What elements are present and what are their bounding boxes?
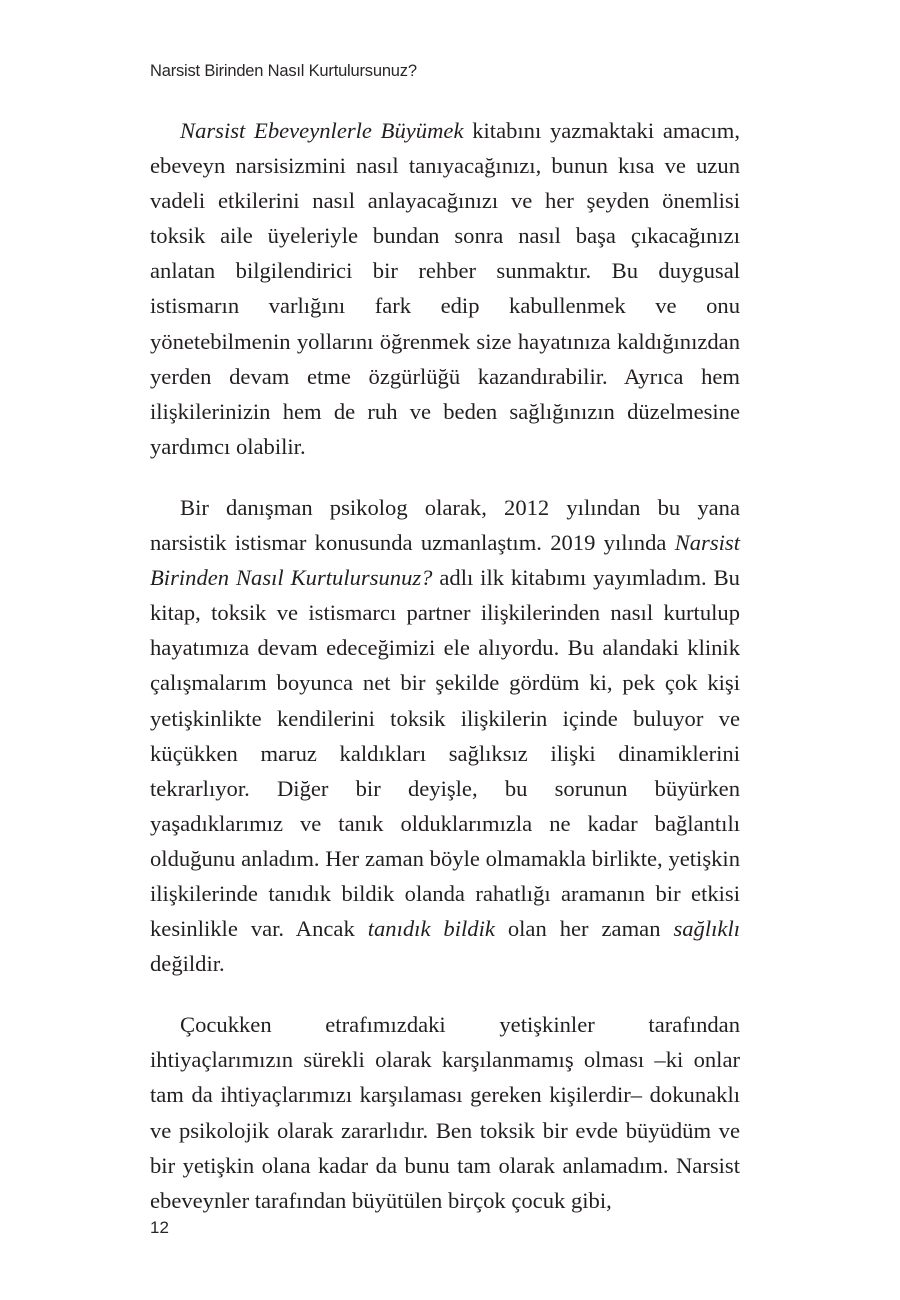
paragraph-2 (150, 490, 740, 981)
paragraph-1 (150, 113, 740, 464)
body-text (150, 113, 740, 1218)
page-number: 12 (150, 1218, 169, 1237)
book-title-italic: Narsist Ebeveynlerle Büyümek (180, 118, 464, 143)
text-segment: değildir. (150, 951, 225, 977)
book-title-italic: Narsist Birinden Nasıl Kurtulursunuz? (150, 530, 740, 591)
text-segment: adlı ilk kitabımı yayımladım. Bu kitap, toksik ve istismarcı partner ilişkilerinden nasıl kurtulup hayatımıza devam edeceğimizi ele alıyordu. Bu alandaki klinik çalışmalarım boyunca net bir şekilde gördüm ki, pek çok kişi yetişkinlikte kendilerini toksik ilişkilerin içinde buluyor ve küçükken maruz kaldıkları sağlıksız ilişki dinamiklerini tekrarlıyor. Diğer bir deyişle, bu sorunun büyürken yaşadıklarımız ve tanık olduklarımızla ne kadar bağlantılı olduğunu anladım. Her zaman böyle olmamakla birlikte, yetişkin ilişkilerinde tanıdık bildik olanda rahatlığı aramanın bir etkisi kesinlikle var. Ancak (150, 565, 740, 942)
paragraph-3 (150, 1007, 740, 1218)
text-segment: kitabını yazmaktaki amacım, ebeveyn narsisizmini nasıl tanıyacağınızı, bunun kısa ve uzun vadeli etkilerini nasıl anlayacağınızı ve her şeyden önemlisi toksik aile üyeleriyle bundan sonra nasıl başa çıkacağınızı anlatan bilgilendirici bir rehber sunmaktır. Bu duygusal istismarın varlığını fark edip kabullenmek ve onu yönetebilmenin yollarını öğrenmek size hayatınıza kaldığınızdan yerden devam etme özgürlüğü kazandırabilir. Ayrıca hem ilişkilerinizin hem de ruh ve beden sağlığınızın düzelmesine yardımcı olabilir. (150, 118, 741, 459)
text-segment: Bir danışman psikolog olarak, 2012 yılından bu yana narsistik istismar konusunda uzmanlaştım. 2019 yılında (150, 494, 740, 556)
running-header: Narsist Birinden Nasıl Kurtulursunuz? (150, 62, 417, 80)
emphasis-italic: sağlıklı (673, 916, 740, 942)
text-segment: Çocukken etrafımızdaki yetişkinler tarafından ihtiyaçlarımızın sürekli olarak karşılanmamış olması –ki onlar tam da ihtiyaçlarımızı karşılaması gereken kişilerdir– dokunaklı ve psikolojik olarak zararlıdır. Ben toksik bir evde büyüdüm ve bir yetişkin olana kadar da bunu tam olarak anlamadım. Narsist ebeveynler tarafından büyütülen birçok çocuk gibi, (150, 1012, 740, 1213)
text-segment: olan her zaman (494, 916, 674, 942)
emphasis-italic: tanıdık bildik (367, 916, 495, 942)
